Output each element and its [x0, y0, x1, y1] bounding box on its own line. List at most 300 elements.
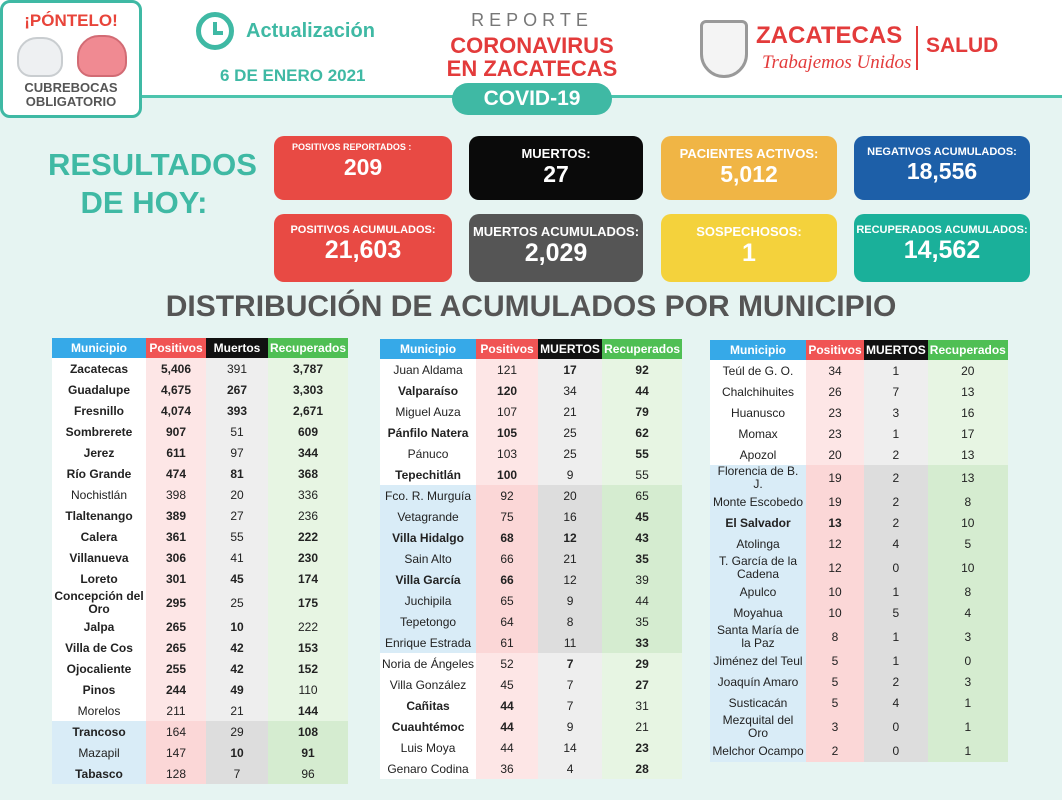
table-cell: 35 — [602, 548, 682, 569]
state-slogan: Trabajemos Unidos — [762, 52, 912, 73]
table-cell: 12 — [538, 569, 602, 590]
table-cell: 4 — [864, 693, 928, 714]
table-cell: 21 — [602, 716, 682, 737]
table-cell: 222 — [268, 526, 348, 547]
table-cell: 3,787 — [268, 358, 348, 379]
table-cell: 144 — [268, 700, 348, 721]
table-cell: Mazapil — [52, 742, 146, 763]
table-row — [380, 653, 682, 674]
table-row — [380, 506, 682, 527]
table-cell: 25 — [538, 443, 602, 464]
table-cell: 28 — [602, 758, 682, 779]
table-cell: 244 — [146, 679, 206, 700]
table-cell: 7 — [538, 653, 602, 674]
table-cell: 2 — [864, 465, 928, 492]
table-cell: 4,074 — [146, 400, 206, 421]
table-cell: 8 — [806, 624, 864, 651]
table-cell: 5 — [806, 651, 864, 672]
table-cell: 64 — [476, 611, 538, 632]
table-cell: 107 — [476, 401, 538, 422]
table-cell: Guadalupe — [52, 379, 146, 400]
table-cell: 13 — [928, 465, 1008, 492]
table-cell: 29 — [602, 653, 682, 674]
table-cell: 55 — [602, 464, 682, 485]
table-row — [380, 611, 682, 632]
card-value: 27 — [543, 161, 569, 187]
table-cell: 16 — [538, 506, 602, 527]
table-cell: 41 — [206, 547, 268, 568]
table-row — [52, 637, 348, 658]
table-cell: Trancoso — [52, 721, 146, 742]
table-cell: 29 — [206, 721, 268, 742]
table-cell: 0 — [864, 714, 928, 741]
table-cell: 267 — [206, 379, 268, 400]
table-row — [710, 513, 1008, 534]
table-row — [710, 402, 1008, 423]
report-title — [434, 34, 630, 80]
table-cell: 128 — [146, 763, 206, 784]
table-cell: Tlaltenango — [52, 505, 146, 526]
table-cell: 12 — [538, 527, 602, 548]
table-cell: 19 — [806, 465, 864, 492]
table-cell: 21 — [206, 700, 268, 721]
table-cell: 25 — [538, 422, 602, 443]
table-cell: 393 — [206, 400, 268, 421]
table-cell: 174 — [268, 568, 348, 589]
table-cell: 295 — [146, 589, 206, 616]
table-row — [710, 492, 1008, 513]
table-cell: 7 — [864, 381, 928, 402]
table-cell: 13 — [806, 513, 864, 534]
card-label: SOSPECHOSOS: — [696, 224, 802, 239]
distribution-title: DISTRIBUCIÓN DE ACUMULADOS POR MUNICIPIO — [165, 290, 897, 323]
table-cell: Tepechitlán — [380, 464, 476, 485]
card-muertos — [469, 136, 643, 200]
table-cell: Chalchihuites — [710, 381, 806, 402]
table-cell: 1 — [864, 651, 928, 672]
table-cell: 65 — [602, 485, 682, 506]
table-cell: 368 — [268, 463, 348, 484]
table-cell: Villanueva — [52, 547, 146, 568]
table-cell: 8 — [928, 582, 1008, 603]
table-cell: Joaquín Amaro — [710, 672, 806, 693]
logo-divider — [916, 26, 918, 70]
table-row — [710, 603, 1008, 624]
table-cell: 474 — [146, 463, 206, 484]
table-cell: 1 — [864, 360, 928, 381]
table-cell: 103 — [476, 443, 538, 464]
table-cell: 75 — [476, 506, 538, 527]
table-cell: 3 — [928, 672, 1008, 693]
table-cell: Vetagrande — [380, 506, 476, 527]
table-cell: 0 — [864, 555, 928, 582]
card-positivos-reportados — [274, 136, 452, 200]
table-cell: 43 — [602, 527, 682, 548]
table-cell: 27 — [602, 674, 682, 695]
table-cell: Florencia de B. J. — [710, 465, 806, 492]
table-cell: Loreto — [52, 568, 146, 589]
table-header: Positivos — [146, 338, 206, 358]
table-cell: Susticacán — [710, 693, 806, 714]
table-header: MUERTOS — [864, 340, 928, 360]
table-cell: Atolinga — [710, 534, 806, 555]
table-cell: 398 — [146, 484, 206, 505]
today-title-line2: DE HOY: — [80, 185, 208, 220]
state-name: ZACATECAS — [756, 22, 903, 49]
table-cell: 21 — [538, 548, 602, 569]
table-row — [380, 485, 682, 506]
table-row — [710, 714, 1008, 741]
table-cell: Tepetongo — [380, 611, 476, 632]
table-cell: 1 — [864, 624, 928, 651]
card-muertos-acumulados — [469, 214, 643, 282]
update-label: Actualización — [246, 20, 375, 42]
table-row — [52, 568, 348, 589]
table-cell: Juchipila — [380, 590, 476, 611]
table-cell: Apulco — [710, 582, 806, 603]
table-cell: 1 — [864, 582, 928, 603]
table-cell: 336 — [268, 484, 348, 505]
table-cell: 306 — [146, 547, 206, 568]
table-cell: 100 — [476, 464, 538, 485]
table-header: Municipio — [52, 338, 146, 358]
table-cell: Cañitas — [380, 695, 476, 716]
table-cell: 2 — [864, 513, 928, 534]
table-cell: 68 — [476, 527, 538, 548]
table-row — [380, 443, 682, 464]
card-value: 5,012 — [720, 161, 778, 187]
table-cell: 4 — [864, 534, 928, 555]
table-cell: 164 — [146, 721, 206, 742]
table-cell: 20 — [538, 485, 602, 506]
table-cell: 42 — [206, 658, 268, 679]
table-cell: 121 — [476, 359, 538, 380]
table-cell: 42 — [206, 637, 268, 658]
mask-subtitle-line1: CUBREBOCAS — [24, 80, 118, 95]
table-cell: 1 — [928, 714, 1008, 741]
table-cell: 23 — [602, 737, 682, 758]
table-row — [380, 632, 682, 653]
table-cell: Pinos — [52, 679, 146, 700]
table-cell: Ojocaliente — [52, 658, 146, 679]
table-cell: 39 — [602, 569, 682, 590]
table-cell: 5 — [864, 603, 928, 624]
table-cell: 11 — [538, 632, 602, 653]
table-header: Recuperados — [268, 338, 348, 358]
card-label: POSITIVOS ACUMULADOS: — [290, 224, 436, 236]
clock-icon — [196, 12, 234, 50]
table-cell: 9 — [538, 590, 602, 611]
table-cell: 34 — [806, 360, 864, 381]
table-cell: 12 — [806, 555, 864, 582]
table-row — [380, 674, 682, 695]
table-row — [710, 444, 1008, 465]
pink-mask-icon — [77, 35, 127, 77]
table-cell: 1 — [864, 423, 928, 444]
table-cell: Mezquital del Oro — [710, 714, 806, 741]
today-title-line1: RESULTADOS — [48, 147, 257, 182]
table-cell: Teúl de G. O. — [710, 360, 806, 381]
table-cell: 45 — [476, 674, 538, 695]
mask-subtitle — [3, 81, 139, 109]
table-cell: 65 — [476, 590, 538, 611]
table-cell: Huanusco — [710, 402, 806, 423]
table-cell: 1 — [928, 741, 1008, 762]
table-row — [52, 379, 348, 400]
table-cell: 7 — [538, 674, 602, 695]
card-label: MUERTOS: — [521, 146, 591, 161]
table-cell: Fco. R. Murguía — [380, 485, 476, 506]
table-row — [52, 358, 348, 379]
table-cell: 265 — [146, 637, 206, 658]
table-header: Recuperados — [928, 340, 1008, 360]
table-row — [380, 716, 682, 737]
table-cell: 7 — [538, 695, 602, 716]
table-cell: 20 — [806, 444, 864, 465]
table-cell: El Salvador — [710, 513, 806, 534]
table-cell: 5,406 — [146, 358, 206, 379]
table-cell: 25 — [206, 589, 268, 616]
table-row — [52, 742, 348, 763]
table-row — [380, 464, 682, 485]
table-cell: 1 — [928, 693, 1008, 714]
table-row — [710, 534, 1008, 555]
table-header: Positivos — [476, 339, 538, 359]
table-cell: Fresnillo — [52, 400, 146, 421]
table-cell: 5 — [928, 534, 1008, 555]
card-value: 18,556 — [906, 158, 978, 184]
table-row — [52, 400, 348, 421]
table-cell: 4 — [538, 758, 602, 779]
table-header: Muertos — [206, 338, 268, 358]
table-cell: Cuauhtémoc — [380, 716, 476, 737]
table-cell: 81 — [206, 463, 268, 484]
table-cell: 3 — [928, 624, 1008, 651]
table-cell: Luis Moya — [380, 737, 476, 758]
table-cell: Genaro Codina — [380, 758, 476, 779]
table-row — [710, 624, 1008, 651]
table-row — [52, 658, 348, 679]
card-positivos-acumulados — [274, 214, 452, 282]
table-row — [52, 505, 348, 526]
table-cell: Melchor Ocampo — [710, 741, 806, 762]
card-recuperados-acumulados — [854, 214, 1030, 282]
table-cell: 611 — [146, 442, 206, 463]
table-row — [380, 527, 682, 548]
table-cell: 21 — [538, 401, 602, 422]
table-cell: Jerez — [52, 442, 146, 463]
table-cell: 391 — [206, 358, 268, 379]
table-cell: 61 — [476, 632, 538, 653]
table-cell: Nochistlán — [52, 484, 146, 505]
table-cell: Enrique Estrada — [380, 632, 476, 653]
municipio-table-1 — [52, 338, 348, 784]
table-cell: 55 — [602, 443, 682, 464]
table-cell: 55 — [206, 526, 268, 547]
table-cell: 20 — [928, 360, 1008, 381]
table-cell: Morelos — [52, 700, 146, 721]
table-cell: 230 — [268, 547, 348, 568]
table-cell: 31 — [602, 695, 682, 716]
table-cell: 9 — [538, 716, 602, 737]
table-cell: 255 — [146, 658, 206, 679]
table-cell: 108 — [268, 721, 348, 742]
table-cell: 35 — [602, 611, 682, 632]
table-row — [52, 547, 348, 568]
table-row — [710, 360, 1008, 381]
table-cell: 175 — [268, 589, 348, 616]
table-cell: 66 — [476, 548, 538, 569]
table-row — [380, 380, 682, 401]
table-cell: 23 — [806, 402, 864, 423]
card-negativos-acumulados — [854, 136, 1030, 200]
table-row — [52, 463, 348, 484]
table-cell: Valparaíso — [380, 380, 476, 401]
table-cell: 19 — [806, 492, 864, 513]
table-cell: 152 — [268, 658, 348, 679]
table-row — [710, 465, 1008, 492]
table-cell: 105 — [476, 422, 538, 443]
table-cell: Villa González — [380, 674, 476, 695]
table-row — [380, 695, 682, 716]
table-cell: 62 — [602, 422, 682, 443]
table-cell: 8 — [538, 611, 602, 632]
card-value: 2,029 — [524, 239, 588, 267]
table-row — [710, 381, 1008, 402]
card-value: 1 — [742, 239, 756, 267]
table-row — [52, 442, 348, 463]
table-cell: T. García de la Cadena — [710, 555, 806, 582]
table-cell: Apozol — [710, 444, 806, 465]
table-cell: 13 — [928, 444, 1008, 465]
table-cell: 45 — [602, 506, 682, 527]
table-cell: 2 — [864, 672, 928, 693]
table-row — [710, 582, 1008, 603]
table-cell: 52 — [476, 653, 538, 674]
table-cell: 12 — [806, 534, 864, 555]
table-row — [380, 422, 682, 443]
table-row — [380, 737, 682, 758]
report-title-line2: EN ZACATECAS — [446, 56, 618, 81]
table-cell: 110 — [268, 679, 348, 700]
card-label: MUERTOS ACUMULADOS: — [472, 224, 640, 239]
today-results-title — [48, 146, 257, 222]
table-row — [52, 484, 348, 505]
table-cell: 9 — [538, 464, 602, 485]
table-cell: 0 — [928, 651, 1008, 672]
table-cell: Momax — [710, 423, 806, 444]
card-pacientes-activos — [661, 136, 837, 200]
table-cell: 27 — [206, 505, 268, 526]
table-header: Positivos — [806, 340, 864, 360]
table-cell: 5 — [806, 693, 864, 714]
table-cell: 211 — [146, 700, 206, 721]
table-cell: Concepción del Oro — [52, 589, 146, 616]
table-cell: Villa de Cos — [52, 637, 146, 658]
table-row — [380, 569, 682, 590]
table-row — [380, 401, 682, 422]
table-cell: 44 — [476, 737, 538, 758]
mask-campaign-badge — [0, 0, 142, 118]
table-row — [380, 359, 682, 380]
card-label: RECUPERADOS ACUMULADOS: — [856, 224, 1028, 236]
table-cell: 120 — [476, 380, 538, 401]
table-cell: 2 — [864, 492, 928, 513]
table-cell: 389 — [146, 505, 206, 526]
table-cell: 10 — [806, 582, 864, 603]
table-cell: 7 — [206, 763, 268, 784]
table-row — [380, 758, 682, 779]
table-cell: Jiménez del Teul — [710, 651, 806, 672]
table-cell: 236 — [268, 505, 348, 526]
table-row — [710, 651, 1008, 672]
table-cell: 301 — [146, 568, 206, 589]
table-cell: 96 — [268, 763, 348, 784]
table-row — [52, 721, 348, 742]
table-cell: Miguel Auza — [380, 401, 476, 422]
table-cell: 361 — [146, 526, 206, 547]
table-cell: 2,671 — [268, 400, 348, 421]
municipio-table-3 — [710, 340, 1008, 762]
table-cell: 79 — [602, 401, 682, 422]
table-cell: Río Grande — [52, 463, 146, 484]
table-cell: 609 — [268, 421, 348, 442]
table-cell: 16 — [928, 402, 1008, 423]
table-row — [710, 693, 1008, 714]
table-cell: 10 — [206, 616, 268, 637]
table-cell: 92 — [476, 485, 538, 506]
table-row — [710, 423, 1008, 444]
mask-subtitle-line2: OBLIGATORIO — [25, 94, 117, 109]
table-cell: Sain Alto — [380, 548, 476, 569]
table-row — [52, 679, 348, 700]
table-cell: 34 — [538, 380, 602, 401]
table-cell: Santa María de la Paz — [710, 624, 806, 651]
card-value: 21,603 — [324, 236, 402, 264]
table-cell: 222 — [268, 616, 348, 637]
table-cell: 45 — [206, 568, 268, 589]
table-cell: 92 — [602, 359, 682, 380]
report-title-line1: CORONAVIRUS — [450, 33, 614, 58]
state-shield-icon — [700, 20, 748, 78]
table-cell: 49 — [206, 679, 268, 700]
table-cell: 66 — [476, 569, 538, 590]
table-cell: Juan Aldama — [380, 359, 476, 380]
card-value: 14,562 — [903, 236, 981, 264]
table-header: Municipio — [710, 340, 806, 360]
table-cell: Pánuco — [380, 443, 476, 464]
table-cell: 265 — [146, 616, 206, 637]
table-cell: 17 — [538, 359, 602, 380]
table-cell: 20 — [206, 484, 268, 505]
table-cell: Sombrerete — [52, 421, 146, 442]
table-cell: Calera — [52, 526, 146, 547]
table-cell: 153 — [268, 637, 348, 658]
table-cell: 344 — [268, 442, 348, 463]
table-cell: 36 — [476, 758, 538, 779]
table-cell: 907 — [146, 421, 206, 442]
card-label: POSITIVOS REPORTADOS : — [292, 142, 412, 152]
card-label: PACIENTES ACTIVOS: — [679, 146, 819, 161]
table-cell: Jalpa — [52, 616, 146, 637]
table-row — [52, 526, 348, 547]
table-cell: 44 — [602, 380, 682, 401]
table-header: Municipio — [380, 339, 476, 359]
table-cell: Pánfilo Natera — [380, 422, 476, 443]
table-row — [52, 616, 348, 637]
table-cell: 2 — [864, 444, 928, 465]
card-sospechosos — [661, 214, 837, 282]
